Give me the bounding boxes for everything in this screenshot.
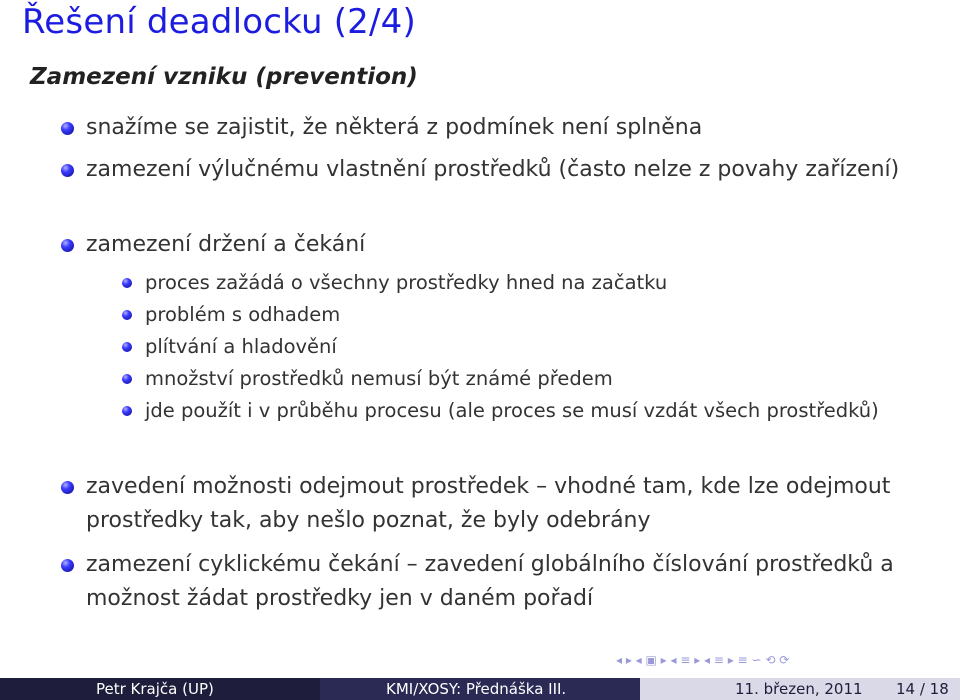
sub-list-item-text: proces zažádá o všechny prostředky hned na začatku xyxy=(145,271,668,294)
sub-bullet-icon xyxy=(122,310,132,320)
sub-list-item-text: jde použít i v průběhu procesu (ale proces se musí vzdát všech prostředků) xyxy=(145,399,879,422)
bullet-icon xyxy=(61,164,74,177)
sub-list-item xyxy=(145,268,905,298)
footer-page-number: 14 / 18 xyxy=(896,680,949,698)
footer xyxy=(0,678,960,700)
sub-bullet-icon xyxy=(122,278,132,288)
list-item-text: snažíme se zajistit, že některá z podmínek není splněna xyxy=(86,115,703,140)
list-item xyxy=(86,548,906,616)
list-item-text: zamezení cyklickému čekání – zavedení globálního číslování prostředků a možnost žádat prostředky jen v daném pořadí xyxy=(86,552,894,611)
list-item-text: zamezení výlučnému vlastnění prostředků (často nelze z povahy zařízení) xyxy=(86,157,900,182)
footer-date-section xyxy=(640,678,960,700)
navigation-symbols[interactable]: ◂ ▸ ◂ ▣ ▸ ◂ ≡ ▸ ◂ ≡ ▸ ≡ ∽ ⟲ ⟳ xyxy=(616,653,790,667)
sub-list-item xyxy=(145,332,905,362)
bullet-icon xyxy=(61,559,74,572)
list-item xyxy=(86,111,906,145)
bullet-icon xyxy=(61,239,74,252)
footer-course-section xyxy=(320,678,640,700)
footer-date: 11. březen, 2011 xyxy=(735,680,863,698)
sub-list-item xyxy=(145,396,905,426)
list-item xyxy=(86,470,906,538)
list-item-text: zamezení držení a čekání xyxy=(86,232,366,257)
sub-list-item xyxy=(145,300,905,330)
slide-title: Řešení deadlocku (2/4) xyxy=(22,2,416,42)
list-item xyxy=(86,228,906,262)
sub-list-item xyxy=(145,364,905,394)
sub-list-item-text: množství prostředků nemusí být známé předem xyxy=(145,367,613,390)
list-item xyxy=(86,153,906,187)
bullet-icon xyxy=(61,122,74,135)
navigation-bar[interactable] xyxy=(616,653,789,667)
sub-bullet-icon xyxy=(122,342,132,352)
bullet-icon xyxy=(61,481,74,494)
footer-course: KMI/XOSY: Přednáška III. xyxy=(386,680,567,698)
section-heading: Zamezení vzniku (prevention) xyxy=(30,64,418,90)
footer-author: Petr Krajča (UP) xyxy=(96,680,214,698)
footer-author-section xyxy=(0,678,320,700)
sub-bullet-icon xyxy=(122,406,132,416)
sub-list-item-text: problém s odhadem xyxy=(145,303,341,326)
sub-list-item-text: plítvání a hladovění xyxy=(145,335,337,358)
list-item-text: zavedení možnosti odejmout prostředek – vhodné tam, kde lze odejmout prostředky tak, aby nešlo poznat, že byly odebrány xyxy=(86,474,891,533)
sub-bullet-icon xyxy=(122,374,132,384)
